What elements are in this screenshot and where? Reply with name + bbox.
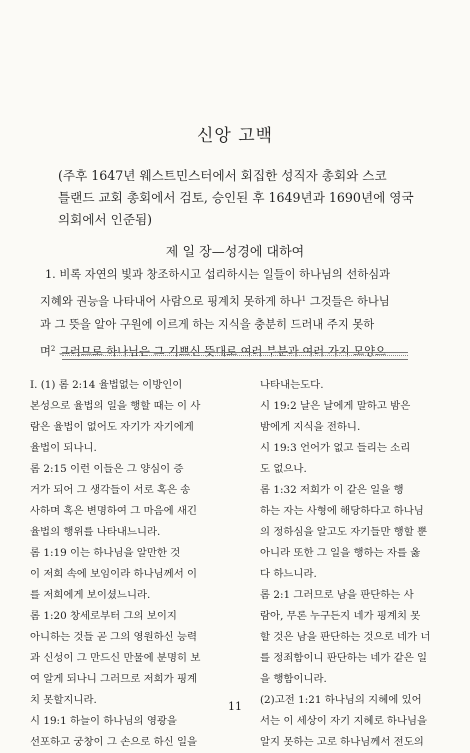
column-line: 롬 1:19 이는 하나님을 알만한 것 (30, 547, 181, 559)
column-line: 를 정죄함이니 판단하는 네가 같은 일 (260, 652, 428, 664)
column-line: 을 행함이니라. (260, 673, 327, 685)
subtitle-line: (주후 1647년 웨스트민스터에서 회집한 성직자 총회와 스코 (58, 168, 387, 183)
intro-text: 며 (40, 345, 51, 358)
column-line: 다 하느니라. (260, 568, 317, 580)
footnotes-right-column (260, 375, 470, 753)
intro-text: 그러므로 하나님은 그 기쁘신 뜻대로 여러 부분과 여러 가지 모양으 (55, 345, 386, 358)
column-line: 거가 되어 그 생각들이 서로 혹은 송 (30, 484, 191, 496)
footnote-marker: 1 (301, 295, 307, 303)
column-line: 아니하는 것들 곧 그의 영원하신 능력 (30, 631, 198, 643)
subtitle-line: 틀랜드 교회 총회에서 검토, 승인된 후 1649년과 1690년에 영국 (58, 190, 414, 205)
column-line: 람은 율법이 없어도 자기가 자기에게 (30, 421, 194, 433)
column-line: 나타내는도다. (260, 379, 324, 391)
subtitle (58, 165, 430, 231)
column-line: 시 19:1 하늘이 하나님의 영광을 (30, 715, 177, 727)
column-line: (2)고전 1:21 하나님의 지혜에 있어 (260, 694, 422, 706)
section-divider (62, 352, 408, 360)
chapter-heading: 제 일 장—성경에 대하여 (165, 245, 305, 260)
page-number: 11 (228, 700, 242, 713)
column-line: 롬 1:32 저희가 이 같은 일을 행 (260, 484, 404, 496)
column-line: 서는 이 세상이 자기 지혜로 하나님을 (260, 715, 428, 727)
column-line: 치 못할지니라. (30, 694, 97, 706)
column-line: 하는 자는 사형에 해당하다고 하나님 (260, 505, 424, 517)
column-line: 롬 1:20 창세로부터 그의 보이지 (30, 610, 177, 622)
column-line: 선포하고 궁창이 그 손으로 하신 일을 (30, 736, 198, 748)
footnotes-left-column (30, 375, 244, 753)
column-line: 롬 2:15 이런 이들은 그 양심이 증 (30, 463, 184, 475)
column-line: 사하며 혹은 변명하여 그 마음에 새긴 (30, 505, 198, 517)
subtitle-line: 의회에서 인준됨) (58, 212, 153, 227)
intro-line (40, 287, 440, 312)
intro-paragraph (40, 262, 440, 362)
column-line: 의 정하심을 알고도 자기들만 행할 뿐 (260, 526, 428, 538)
column-line: 알지 못하는 고로 하나님께서 전도의 (260, 736, 424, 748)
column-line: 를 저희에게 보이셨느니라. (30, 589, 151, 601)
column-line: 할 것은 남을 판단하는 것으로 네가 너 (260, 631, 431, 643)
column-line: 여 알게 되나니 그러므로 저희가 핑계 (30, 673, 198, 685)
column-line: 밤에게 지식을 전하니. (260, 421, 361, 433)
column-line: 본성으로 율법의 일을 행할 때는 이 사 (30, 400, 201, 412)
intro-text: 지혜와 권능을 나타내어 사람으로 핑계치 못하게 하나 (40, 295, 302, 308)
column-line: 아니라 또한 그 일을 행하는 자를 옳 (260, 547, 421, 559)
column-line: 율법의 행위를 나타내느니라. (30, 526, 161, 538)
intro-text: 그것들은 하나님 (306, 295, 390, 308)
column-line: 과 신성이 그 만드신 만물에 분명히 보 (30, 652, 201, 664)
column-line: 시 19:2 날은 날에게 말하고 밤은 (260, 400, 411, 412)
column-line: 롬 2:1 그러므로 남을 판단하는 사 (260, 589, 414, 601)
column-line: 율법이 되나니. (30, 442, 97, 454)
column-line: 도 없으나. (260, 463, 307, 475)
column-line: 이 저희 속에 보임이라 하나님께서 이 (30, 568, 198, 580)
page-title: 신앙 고백 (196, 126, 274, 146)
intro-line: 1. 비록 자연의 빛과 창조하시고 섭리하시는 일들이 하나님의 선하심과 (45, 268, 391, 281)
column-line: 람아, 무론 누구든지 네가 핑계치 못 (260, 610, 421, 622)
footnote-marker: 2 (50, 345, 56, 353)
column-line: I. (1) 롬 2:14 율법없는 이방인이 (30, 379, 183, 391)
intro-line: 과 그 뜻을 알아 구원에 이르게 하는 지식을 충분히 드러내 주지 못하 (40, 318, 375, 331)
column-line: 시 19:3 언어가 없고 들리는 소리 (260, 442, 411, 454)
